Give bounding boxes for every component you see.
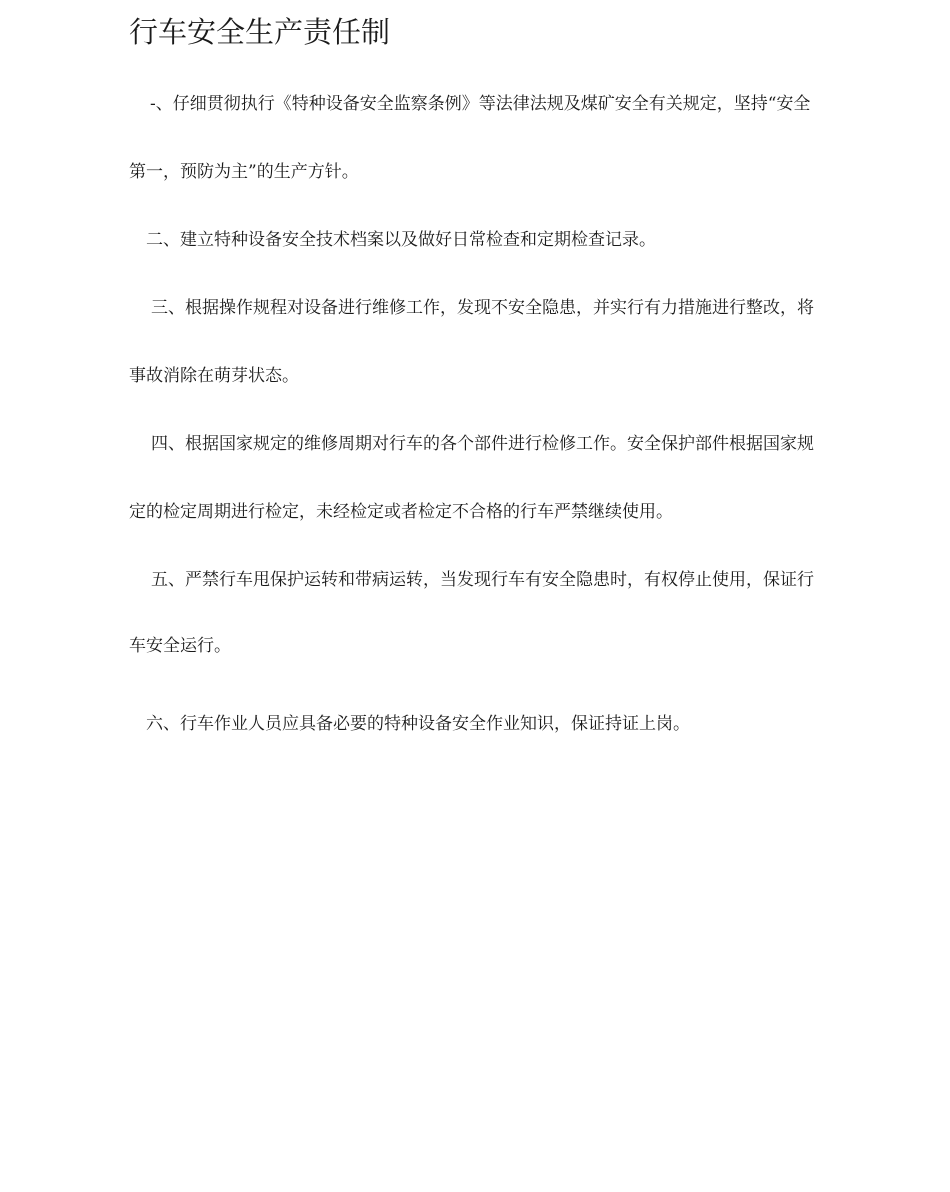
- paragraph-5-line-2: 车安全运行。: [129, 636, 231, 656]
- document-title: 行车安全生产责任制: [129, 15, 391, 49]
- paragraph-3-line-2: 事故消除在萌芽状态。: [129, 366, 299, 386]
- paragraph-4-line-1: 四、根据国家规定的维修周期对行车的各个部件进行检修工作。安全保护部件根据国家规: [151, 434, 814, 454]
- paragraph-1-line-1: -、仔细贯彻执行《特种设备安全监察条例》等法律法规及煤矿安全有关规定，坚持“安全: [150, 94, 811, 114]
- paragraph-6-line-1: 六、行车作业人员应具备必要的特种设备安全作业知识，保证持证上岗。: [146, 714, 690, 734]
- paragraph-2-line-1: 二、建立特种设备安全技术档案以及做好日常检查和定期检查记录。: [146, 230, 656, 250]
- paragraph-1-line-2: 第一，预防为主”的生产方针。: [129, 162, 359, 182]
- paragraph-3-line-1: 三、根据操作规程对设备进行维修工作，发现不安全隐患，并实行有力措施进行整改，将: [151, 298, 814, 318]
- paragraph-5-line-1: 五、严禁行车甩保护运转和带病运转，当发现行车有安全隐患时，有权停止使用，保证行: [151, 570, 814, 590]
- paragraph-4-line-2: 定的检定周期进行检定，未经检定或者检定不合格的行车严禁继续使用。: [129, 502, 673, 522]
